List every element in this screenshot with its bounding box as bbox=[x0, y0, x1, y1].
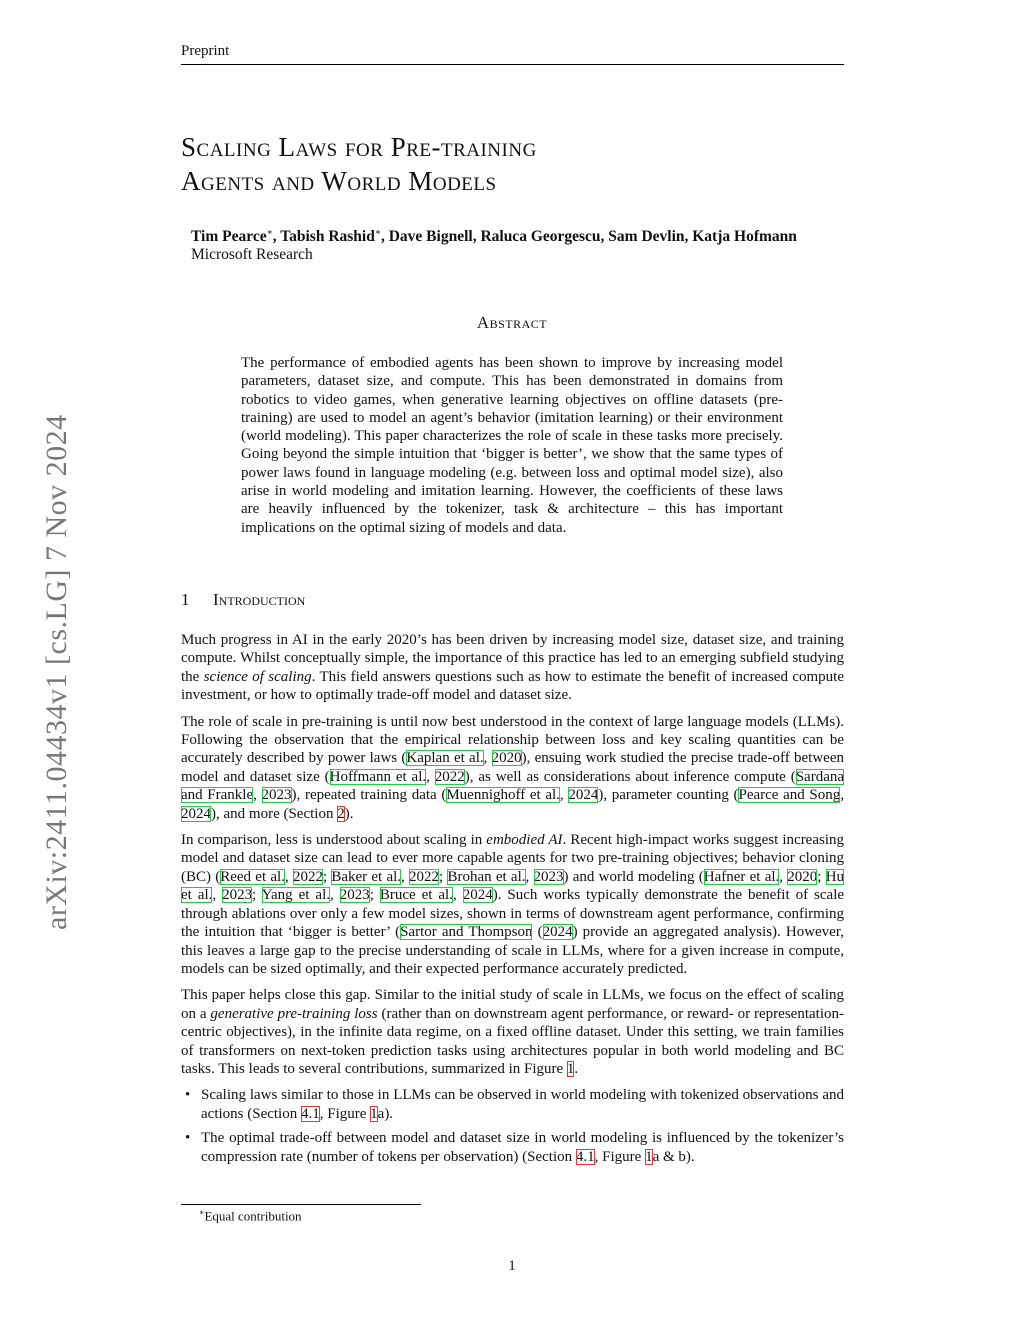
text-run: The optimal trade-off between model and dataset size in world modeling is influenced by the tokenizer’s compression rate (number of tokens per observation) (Section bbox=[201, 1130, 844, 1165]
text-run: ; bbox=[369, 887, 380, 904]
citation-link[interactable]: Muennighoff et al. bbox=[446, 787, 560, 804]
text-run: ; bbox=[817, 868, 826, 885]
section-title: Introduction bbox=[213, 590, 306, 609]
text-run: ). bbox=[344, 805, 354, 822]
text-run: ; bbox=[322, 868, 332, 885]
text-run: , bbox=[525, 868, 534, 885]
citation-year-link[interactable]: 2024 bbox=[462, 887, 493, 904]
text-run: , bbox=[212, 887, 223, 904]
text-run: a). bbox=[377, 1105, 394, 1122]
bullet-icon: • bbox=[185, 1087, 191, 1104]
section-number: 1 bbox=[181, 590, 190, 609]
footnote bbox=[199, 1208, 302, 1224]
citation-link[interactable]: Hu et al. bbox=[181, 868, 845, 904]
abstract-body: The performance of embodied agents has been shown to improve by increasing model parameters, dataset size, and compute. This has been demonstrated in domains from robotics to video games, when generative learning objectives on offline datasets (pre-training) are used to model an agent’s behavior (imitation learning) or their environment (world modeling). This paper characterizes the role of scale in these tasks more precisely. Going beyond the simple intuition that ‘bigger is better’, we show that the same types of power laws found in language modeling (e.g. between loss and optimal model size), also arise in world modeling and imitation learning. However, the coefficients of these laws are heavily influenced by the tokenizer, task & architecture – this has important implications on the optimal sizing of models and data. bbox=[241, 355, 783, 536]
emphasis: generative pre-training loss bbox=[210, 1005, 378, 1022]
citation-year-link[interactable]: 2022 bbox=[434, 768, 465, 785]
text-run: ; bbox=[252, 887, 262, 904]
text-run: , bbox=[426, 768, 435, 785]
citation-link[interactable]: Sartor and Thompson bbox=[400, 924, 533, 941]
paragraph bbox=[181, 713, 844, 823]
affiliation: Microsoft Research bbox=[191, 246, 313, 263]
section-ref-link[interactable]: 4.1 bbox=[300, 1105, 320, 1122]
list-item bbox=[181, 1086, 844, 1123]
contribution-list bbox=[181, 1086, 844, 1166]
text-run: ), repeated training data ( bbox=[291, 787, 447, 804]
paragraph bbox=[181, 986, 844, 1078]
author-name: , Tabish Rashid bbox=[272, 228, 375, 246]
citation-link[interactable]: Reed et al. bbox=[220, 868, 285, 885]
text-run: ). Such works typically demonstrate the benefit of scale through ablations over only a few model sizes, shown in terms of downstream agent performance, confirming the intuition that ‘bigger is better’ ( bbox=[181, 887, 845, 941]
text-run: This paper helps close this gap. Similar to the initial study of scale in LLMs, we focus on the effect of scaling on a bbox=[181, 987, 844, 1022]
text-run: ) provide an aggregated analysis). However, this leaves a large gap to the precise understanding of scale in LLMs, where for a given increase in compute, models can be sized optimally, and their expected performance accurately predicted. bbox=[181, 924, 844, 977]
author-name: Tim Pearce bbox=[191, 228, 267, 246]
footnote-marker[interactable]: ∗ bbox=[266, 227, 273, 237]
text-run: , bbox=[840, 787, 845, 804]
footnote-text: Equal contribution bbox=[204, 1208, 302, 1224]
citation-year-link[interactable]: 2024 bbox=[181, 805, 211, 822]
text-run: , Figure bbox=[594, 1148, 646, 1165]
citation-link[interactable]: Brohan et al. bbox=[447, 868, 526, 885]
text-run: ; bbox=[439, 868, 448, 885]
text-run: , bbox=[253, 787, 262, 804]
author-list bbox=[191, 227, 797, 246]
bullet-icon: • bbox=[185, 1130, 191, 1147]
citation-year-link[interactable]: 2024 bbox=[542, 924, 573, 941]
text-run: ) and world modeling ( bbox=[563, 868, 704, 885]
text-run: , bbox=[779, 868, 788, 885]
text-run: ), and more (Section bbox=[211, 805, 338, 822]
section-heading-introduction bbox=[181, 590, 305, 610]
main-body bbox=[181, 631, 844, 1172]
citation-year-link[interactable]: 2020 bbox=[787, 868, 818, 885]
paper-title bbox=[181, 130, 844, 198]
author-names-rest: , Dave Bignell, Raluca Georgescu, Sam Devlin, Katja Hofmann bbox=[380, 228, 797, 246]
text-run: , bbox=[401, 868, 410, 885]
paragraph bbox=[181, 831, 844, 978]
text-run: . Recent high-impact works suggest increasing model and dataset size can lead to ever more capable agents for two pre-training objectives; behavior cloning (BC) ( bbox=[181, 832, 845, 885]
section-ref-link[interactable]: 2 bbox=[337, 805, 345, 822]
citation-link[interactable]: Bruce et al. bbox=[379, 887, 453, 904]
paragraph bbox=[181, 631, 844, 705]
citation-year-link[interactable]: 2022 bbox=[409, 868, 440, 885]
text-run: , bbox=[483, 750, 492, 767]
text-run: (rather than on downstream agent performance, or reward- or representation-centric objectives), in the infinite data regime, on a fixed offline dataset. Under this setting, we train families of transformers on next-token prediction tasks using architectures popular in both world modeling and BC tasks. This leads to several contributions, summarized in Figure bbox=[181, 1005, 844, 1077]
emphasis: embodied AI bbox=[486, 832, 563, 849]
footnote-mark: ∗ bbox=[199, 1208, 205, 1217]
citation-link[interactable]: Hoffmann et al. bbox=[329, 768, 427, 785]
section-ref-link[interactable]: 4.1 bbox=[575, 1148, 595, 1165]
figure-ref-link[interactable]: 1 bbox=[370, 1105, 378, 1122]
list-item bbox=[181, 1129, 844, 1166]
citation-link[interactable]: Yang et al. bbox=[261, 887, 330, 904]
text-run: , bbox=[329, 887, 340, 904]
figure-ref-link[interactable]: 1 bbox=[566, 1060, 575, 1077]
text-run: , bbox=[559, 787, 569, 804]
text-run: , bbox=[452, 887, 463, 904]
page-number: 1 bbox=[508, 1258, 516, 1274]
figure-ref-link[interactable]: 1 bbox=[645, 1148, 653, 1165]
title-line-1: Scaling Laws for Pre-training bbox=[181, 132, 537, 162]
citation-link[interactable]: Kaplan et al. bbox=[406, 750, 484, 767]
citation-link[interactable]: Baker et al. bbox=[331, 868, 402, 885]
text-run: The role of scale in pre-training is until now best understood in the context of large language models (LLMs). Following the observation that the empirical relationship between loss and key scaling quantities can be accurately described by power laws ( bbox=[181, 713, 844, 767]
citation-year-link[interactable]: 2023 bbox=[533, 868, 564, 885]
citation-year-link[interactable]: 2023 bbox=[261, 787, 292, 804]
text-run: ), parameter counting ( bbox=[598, 787, 739, 804]
text-run: a & b). bbox=[652, 1148, 695, 1165]
footnote-rule bbox=[181, 1204, 421, 1205]
citation-year-link[interactable]: 2023 bbox=[222, 887, 253, 904]
text-run: ), ensuing work studied the precise trade-off between model and dataset size ( bbox=[181, 750, 845, 785]
text-run: Much progress in AI in the early 2020’s has been driven by increasing model size, dataset size, and training compute. Whilst conceptually simple, the importance of this practice has led to an emerging subfield studying the bbox=[181, 632, 844, 685]
citation-year-link[interactable]: 2023 bbox=[339, 887, 370, 904]
citation-year-link[interactable]: 2024 bbox=[568, 787, 599, 804]
text-run: . bbox=[574, 1060, 579, 1077]
text-run: In comparison, less is understood about scaling in bbox=[181, 832, 487, 849]
citation-year-link[interactable]: 2022 bbox=[292, 868, 323, 885]
text-run: . This field answers questions such as how to estimate the benefit of increased compute investment, or how to optimally trade-off model and dataset size. bbox=[181, 668, 844, 704]
text-run: Scaling laws similar to those in LLMs can be observed in world modeling with tokenized observations and actions (Section bbox=[201, 1087, 844, 1122]
emphasis: science of scaling bbox=[203, 668, 312, 685]
text-run: ( bbox=[532, 924, 543, 941]
text-run: , bbox=[284, 868, 293, 885]
citation-year-link[interactable]: 2020 bbox=[491, 750, 522, 767]
header-rule bbox=[181, 64, 844, 65]
title-line-2: Agents and World Models bbox=[181, 166, 497, 196]
citation-link[interactable]: Sardana and Frankle bbox=[181, 768, 845, 804]
abstract-heading: Abstract bbox=[476, 313, 548, 332]
text-run: , Figure bbox=[319, 1105, 371, 1122]
running-header: Preprint bbox=[181, 43, 230, 59]
arxiv-identifier: arXiv:2411.04434v1 [cs.LG] 7 Nov 2024 bbox=[40, 414, 73, 930]
citation-link[interactable]: Pearce and Song bbox=[738, 787, 841, 804]
text-run: ), as well as considerations about inference compute ( bbox=[464, 768, 796, 785]
citation-link[interactable]: Hafner et al. bbox=[703, 868, 780, 885]
footnote-marker[interactable]: ∗ bbox=[374, 227, 381, 237]
